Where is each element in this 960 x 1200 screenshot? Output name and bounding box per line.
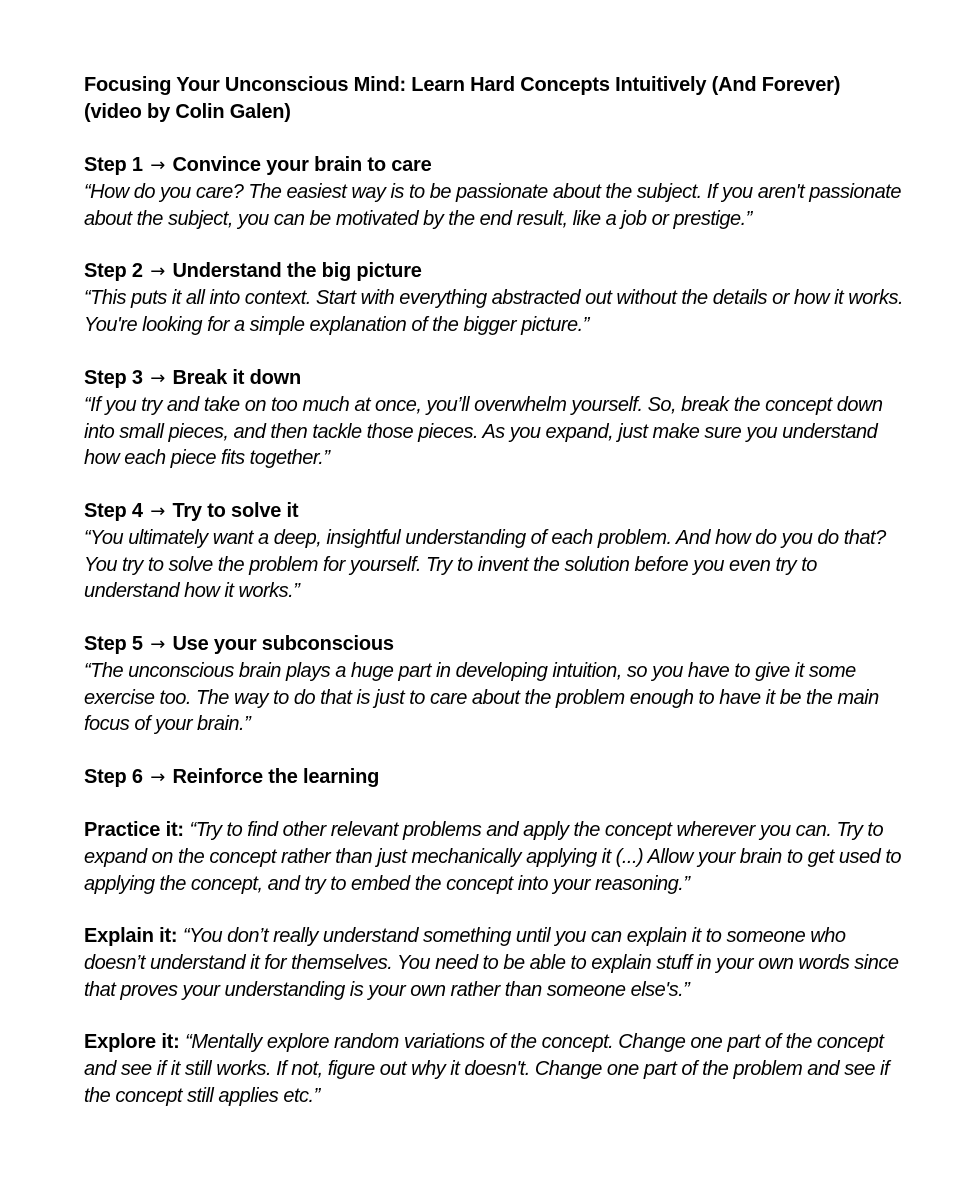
step-heading xyxy=(84,152,904,179)
step-title: Reinforce the learning xyxy=(172,766,380,789)
step-quote: “You ultimately want a deep, insightful understanding of each problem. And how do you do that? You try to solve the problem for yourself. Try to invent the solution before you even try to understand how it works.” xyxy=(84,526,886,603)
step-title: Use your subconscious xyxy=(172,633,394,656)
step-title: Convince your brain to care xyxy=(172,154,432,176)
step-3 xyxy=(84,365,904,472)
right-arrow-icon: → xyxy=(150,767,166,789)
step-quote: “If you try and take on too much at once, you’ll overwhelm yourself. So, break the concept down into small pieces, and then tackle those pieces. As you expand, just make sure you understand how each piece fits together.” xyxy=(84,393,883,470)
step-heading xyxy=(84,498,904,525)
step-number: Step 1 xyxy=(84,154,143,176)
right-arrow-icon: → xyxy=(150,634,166,656)
step-2 xyxy=(84,258,904,338)
title-line-2: (video by Colin Galen) xyxy=(84,101,291,123)
step-quote: “The unconscious brain plays a huge part in developing intuition, so you have to give it some exercise too. The way to do that is just to care about the problem enough to have it be the main focus of your brain.” xyxy=(84,660,879,736)
step-quote: “This puts it all into context. Start with everything abstracted out without the details or how it works. You're looking for a simple explanation of the bigger picture.” xyxy=(84,287,904,337)
right-arrow-icon: → xyxy=(150,367,166,389)
step-number: Step 2 xyxy=(84,260,143,283)
step-number: Step 6 xyxy=(84,766,143,789)
reinforce-practice xyxy=(84,817,904,897)
step-title: Understand the big picture xyxy=(172,260,422,283)
reinforce-label: Practice it: xyxy=(84,819,184,842)
reinforce-explain xyxy=(84,923,904,1003)
step-6 xyxy=(84,764,904,1109)
title-line-1: Focusing Your Unconscious Mind: Learn Hard Concepts Intuitively (And Forever) xyxy=(84,74,841,96)
reinforce-label: Explore it: xyxy=(84,1031,180,1054)
document-page xyxy=(84,72,904,1129)
reinforce-explore xyxy=(84,1029,904,1109)
step-5 xyxy=(84,631,904,738)
step-title: Try to solve it xyxy=(172,499,299,522)
step-heading xyxy=(84,631,904,658)
step-heading xyxy=(84,764,904,791)
step-number: Step 3 xyxy=(84,366,143,389)
reinforce-label: Explain it: xyxy=(84,925,178,948)
step-4 xyxy=(84,498,904,605)
reinforce-quote: “Mentally explore random variations of the concept. Change one part of the concept and see if it still works. If not, figure out why it doesn't. Change one part of the problem and see if the concept still applies etc.” xyxy=(84,1031,890,1107)
right-arrow-icon: → xyxy=(150,261,166,283)
step-title: Break it down xyxy=(172,366,301,389)
step-quote: “How do you care? The easiest way is to be passionate about the subject. If you aren't passionate about the subject, you can be motivated by the end result, like a job or prestige.” xyxy=(84,181,901,230)
document-title xyxy=(84,72,904,126)
reinforce-quote: “Try to find other relevant problems and apply the concept wherever you can. Try to expand on the concept rather than just mechanically applying it (...) Allow your brain to get used to applying the concept, and try to embed the concept into your reasoning.” xyxy=(84,819,902,895)
step-heading xyxy=(84,365,904,392)
right-arrow-icon: → xyxy=(150,155,166,176)
step-1 xyxy=(84,152,904,232)
reinforce-quote: “You don’t really understand something until you can explain it to someone who doesn’t understand it for themselves. You need to be able to explain stuff in your own words since that proves your understanding is your own rather than someone else's.” xyxy=(84,925,899,1001)
step-number: Step 5 xyxy=(84,633,143,656)
step-heading xyxy=(84,258,904,285)
step-number: Step 4 xyxy=(84,499,143,522)
right-arrow-icon: → xyxy=(150,500,166,522)
